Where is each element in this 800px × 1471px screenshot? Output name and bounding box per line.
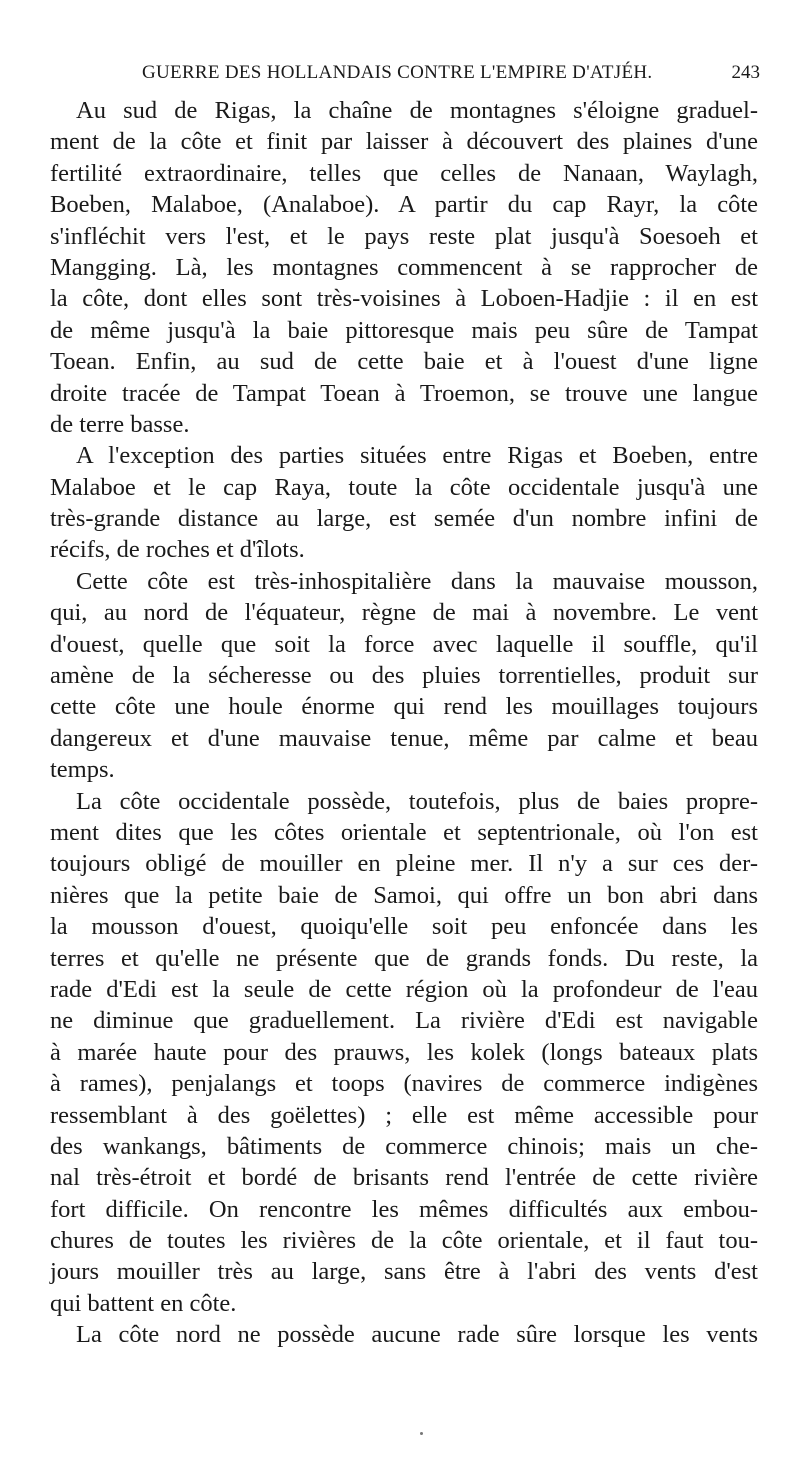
text-line: chures de toutes les rivières de la côte orientale, et il faut tou- — [50, 1227, 758, 1255]
text-line: récifs, de roches et d'îlots. — [50, 536, 305, 564]
text-line: La côte occidentale possède, toutefois, plus de baies propre- — [76, 787, 758, 815]
running-header — [50, 62, 760, 90]
body-text — [50, 95, 758, 1351]
text-line: qui battent en côte. — [50, 1289, 237, 1317]
text-line: nières que la petite baie de Samoi, qui offre un bon abri dans — [50, 881, 758, 909]
text-line: Malaboe et le cap Raya, toute la côte occidentale jusqu'à une — [50, 473, 758, 501]
text-line: des wankangs, bâtiments de commerce chinois; mais un che- — [50, 1132, 758, 1160]
text-line: s'infléchit vers l'est, et le pays reste plat jusqu'à Soesoeh et — [50, 222, 758, 250]
text-line: Cette côte est très-inhospitalière dans la mauvaise mousson, — [76, 567, 758, 595]
text-line: ment dites que les côtes orientale et septentrionale, où l'on est — [50, 818, 758, 846]
text-line: toujours obligé de mouiller en pleine mer. Il n'y a sur ces der- — [50, 850, 758, 878]
text-line: fertilité extraordinaire, telles que celles de Nanaan, Waylagh, — [50, 159, 758, 187]
text-line: Toean. Enfin, au sud de cette baie et à l'ouest d'une ligne — [50, 348, 758, 376]
text-line: fort difficile. On rencontre les mêmes difficultés aux embou- — [50, 1195, 758, 1223]
text-line: à rames), penjalangs et toops (navires de commerce indigènes — [50, 1070, 758, 1098]
text-line: Au sud de Rigas, la chaîne de montagnes s'éloigne graduel- — [76, 97, 758, 124]
text-line: La côte nord ne possède aucune rade sûre lorsque les vents — [76, 1321, 758, 1349]
text-line: A l'exception des parties situées entre Rigas et Boeben, entre — [76, 442, 758, 470]
text-line: de terre basse. — [50, 410, 190, 438]
text-line: ment de la côte et finit par laisser à découvert des plaines d'une — [50, 128, 758, 156]
text-line: ne diminue que graduellement. La rivière d'Edi est navigable — [50, 1007, 758, 1035]
text-line: jours mouiller très au large, sans être à l'abri des vents d'est — [50, 1258, 758, 1286]
text-line: qui, au nord de l'équateur, règne de mai à novembre. Le vent — [50, 599, 758, 627]
text-line: à marée haute pour des prauws, les kolek (longs bateaux plats — [50, 1038, 758, 1066]
text-line: terres et qu'elle ne présente que de grands fonds. Du reste, la — [50, 944, 758, 972]
text-line: très-grande distance au large, est semée d'un nombre infini de — [50, 505, 758, 533]
text-line: amène de la sécheresse ou des pluies torrentielles, produit sur — [50, 662, 758, 690]
text-line: ressemblant à des goëlettes) ; elle est même accessible pour — [50, 1101, 758, 1129]
text-line: la côte, dont elles sont très-voisines à Loboen-Hadjie : il en est — [50, 285, 758, 313]
text-line: la mousson d'ouest, quoiqu'elle soit peu enfoncée dans les — [50, 913, 758, 941]
text-line: Mangging. Là, les montagnes commencent à se rapprocher de — [50, 253, 758, 281]
text-line: d'ouest, quelle que soit la force avec laquelle il souffle, qu'il — [50, 630, 758, 658]
text-line: rade d'Edi est la seule de cette région où la profondeur de l'eau — [50, 975, 758, 1003]
text-line: Boeben, Malaboe, (Analaboe). A partir du cap Rayr, la côte — [50, 191, 758, 219]
print-speck — [420, 1432, 423, 1435]
text-line: nal très-étroit et bordé de brisants rend l'entrée de cette rivière — [50, 1164, 758, 1192]
text-line: cette côte une houle énorme qui rend les mouillages toujours — [50, 693, 758, 721]
text-line: de même jusqu'à la baie pittoresque mais peu sûre de Tampat — [50, 316, 758, 344]
page-number: 243 — [731, 62, 760, 83]
running-title: GUERRE DES HOLLANDAIS CONTRE L'EMPIRE D'ATJÉH. — [142, 62, 653, 83]
text-line: droite tracée de Tampat Toean à Troemon, se trouve une langue — [50, 379, 758, 407]
text-line: temps. — [50, 756, 115, 784]
text-line: dangereux et d'une mauvaise tenue, même par calme et beau — [50, 724, 758, 752]
